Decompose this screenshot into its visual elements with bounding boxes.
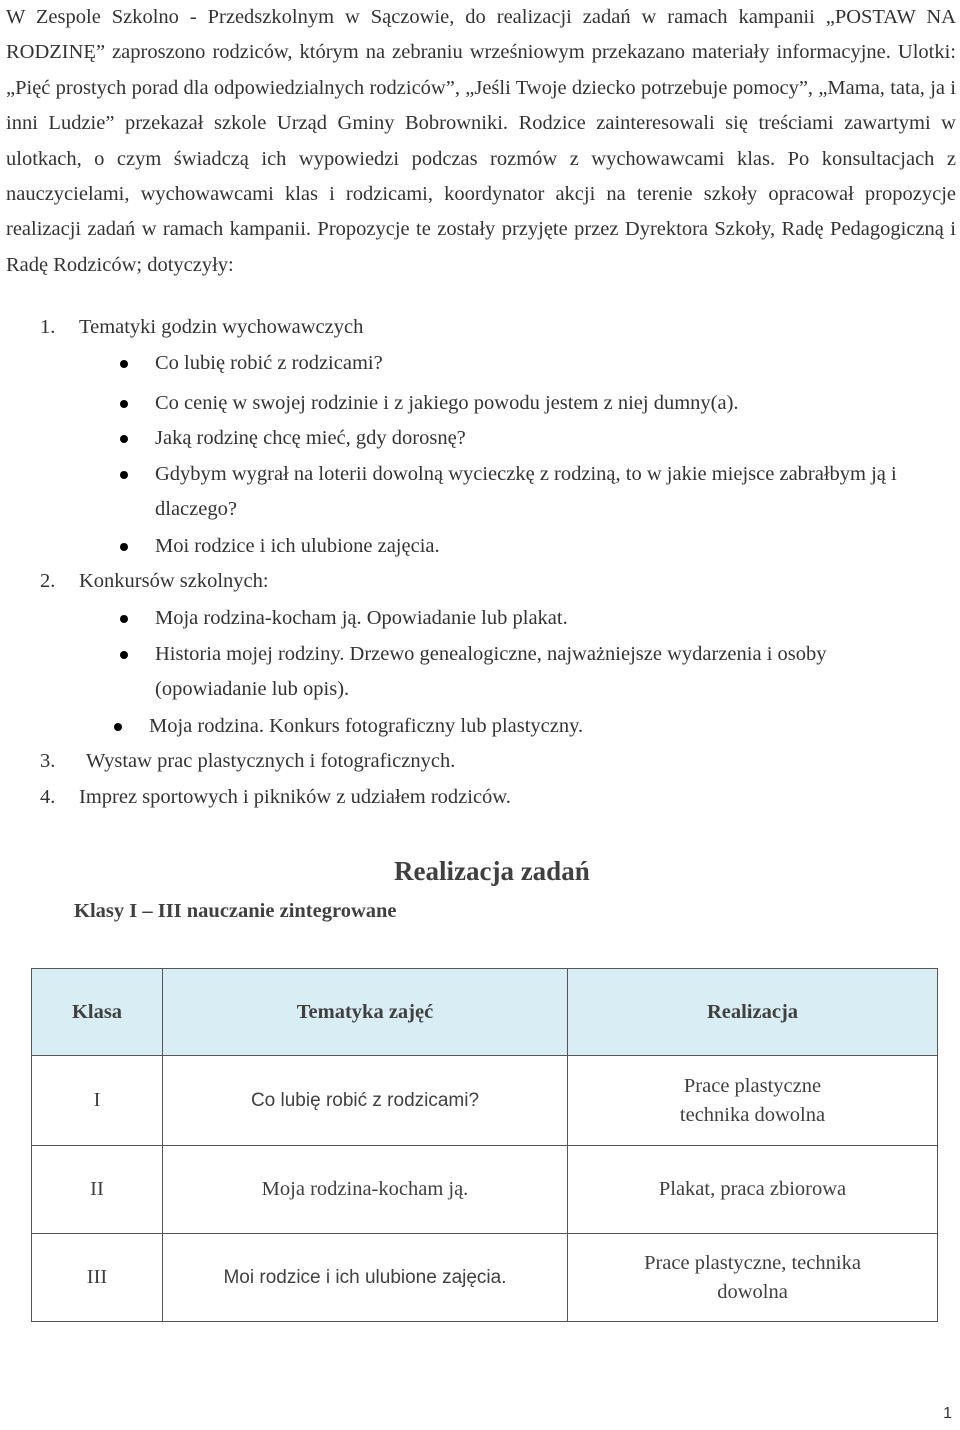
bullet-icon	[120, 543, 128, 551]
bullet-icon	[114, 723, 122, 731]
bullet-text: Co cenię w swojej rodzinie i z jakiego powodu jestem z niej dumny(a).	[155, 392, 739, 414]
bullet-item	[155, 346, 935, 381]
item-title: Imprez sportowych i pikników z udziałem rodziców.	[79, 786, 511, 808]
bullet-item	[155, 457, 935, 528]
bullet-item	[155, 529, 935, 564]
realizacja-cell	[568, 1234, 938, 1322]
table-row	[32, 1056, 938, 1146]
section-title: Realizacja zadań	[394, 856, 590, 886]
intro-paragraph: W Zespole Szkolno - Przedszkolnym w Sączowie, do realizacji zadań w ramach kampanii „POSTAW NA RODZINĘ” zaproszono rodziców, którym na zebraniu wrześniowym przekazano materiały informacyjne. Ulotki: „Pięć prostych porad dla odpowiedzialnych rodziców”, „Jeśli Twoje dziecko potrzebuje pomocy”, „Mama, tata, ja i inni Ludzie” przekazał szkole Urząd Gminy Bobrowniki. Rodzice zainteresowali się treściami zawartymi w ulotkach, o czym świadczą ich wypowiedzi podczas rozmów z wychowawcami klas. Po konsultacjach z nauczycielami, wychowawcami klas i rodzicami, koordynator akcji na terenie szkoły opracował propozycje realizacji zadań w ramach kampanii. Propozycje te zostały przyjęte przez Dyrektora Szkoły, Radę Pedagogiczną i Radę Rodziców; dotyczyły:	[6, 6, 956, 276]
realizacja-line: Plakat, praca zbiorowa	[658, 1178, 847, 1200]
page-number: 1	[943, 1405, 952, 1422]
bullet-text: Co lubię robić z rodzicami?	[155, 352, 383, 374]
item-title: Konkursów szkolnych:	[79, 570, 269, 592]
item-number: 4.	[40, 786, 56, 808]
realizacja-line: dowolna	[717, 1280, 788, 1303]
bullet-text: Historia mojej rodziny. Drzewo genealogiczne, najważniejsze wydarzenia i osoby (opowiadanie lub opis).	[155, 643, 827, 701]
bullet-icon	[120, 615, 128, 623]
klasa-cell: III	[32, 1234, 163, 1322]
realizacja-line: Prace plastyczne, technika	[644, 1251, 861, 1274]
bullet-icon	[120, 400, 128, 408]
bullet-text: Moi rodzice i ich ulubione zajęcia.	[155, 535, 440, 557]
bullet-text: Gdybym wygrał na loterii dowolną wycieczkę z rodziną, to w jakie miejsce zabrałbym ją i dlaczego?	[155, 463, 897, 521]
table-header-row	[32, 969, 938, 1056]
tematyka-cell: Moja rodzina-kocham ją.	[163, 1146, 568, 1234]
bullet-item	[155, 421, 935, 456]
column-header: Tematyka zajęć	[163, 969, 568, 1056]
bullet-icon	[120, 651, 128, 659]
item-number: 1.	[40, 316, 56, 338]
item-title: Tematyki godzin wychowawczych	[79, 316, 364, 338]
bullet-text: Moja rodzina. Konkurs fotograficzny lub plastyczny.	[149, 715, 584, 737]
item-number: 2.	[40, 570, 56, 592]
klasa-cell: I	[32, 1056, 163, 1146]
bullet-icon	[120, 471, 128, 479]
realizacja-line: Prace plastyczne	[683, 1074, 822, 1097]
tasks-table	[31, 968, 938, 1322]
item-number: 3.	[40, 750, 56, 772]
bullet-text: Moja rodzina-kocham ją. Opowiadanie lub plakat.	[155, 607, 568, 629]
bullet-item	[155, 386, 935, 421]
klasa-cell: II	[32, 1146, 163, 1234]
item-title: Wystaw prac plastycznych i fotograficznych.	[86, 750, 456, 772]
bullet-icon	[120, 360, 128, 368]
table-row	[32, 1146, 938, 1234]
bullet-text: Jaką rodzinę chcę mieć, gdy dorosnę?	[155, 427, 466, 449]
bullet-icon	[120, 435, 128, 443]
bullet-item	[155, 637, 915, 708]
section-subtitle: Klasy I – III nauczanie zintegrowane	[74, 900, 397, 922]
tematyka-cell: Co lubię robić z rodzicami?	[163, 1056, 568, 1146]
realizacja-line: technika dowolna	[679, 1103, 826, 1126]
bullet-item	[155, 601, 935, 636]
realizacja-cell	[568, 1056, 938, 1146]
realizacja-cell	[568, 1146, 938, 1234]
column-header: Realizacja	[568, 969, 938, 1056]
bullet-item	[149, 709, 929, 744]
table-row	[32, 1234, 938, 1322]
tematyka-cell: Moi rodzice i ich ulubione zajęcia.	[163, 1234, 568, 1322]
column-header: Klasa	[32, 969, 163, 1056]
